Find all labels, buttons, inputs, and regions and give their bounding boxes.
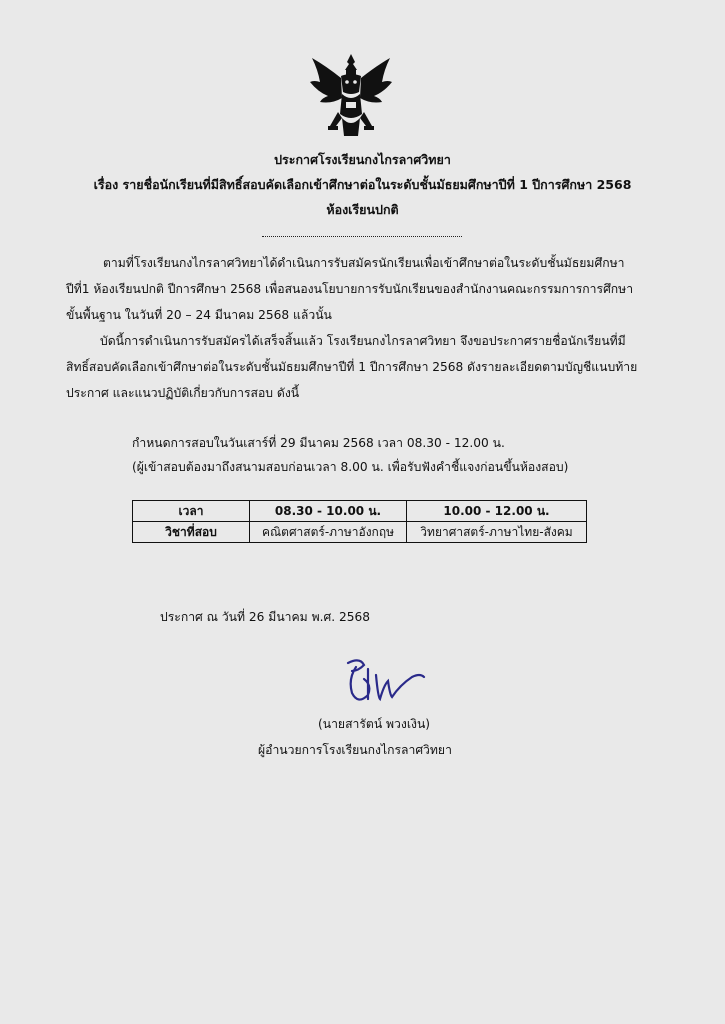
signature-image: [338, 655, 428, 715]
paragraph-1-line-1: ตามที่โรงเรียนกงไกรลาศวิทยาได้ดำเนินการรับสมัครนักเรียนเพื่อเข้าศึกษาต่อในระดับชั้นมัธยมศึกษา: [103, 256, 625, 270]
subject-header: วิชาที่สอบ: [133, 522, 250, 543]
time-header: เวลา: [133, 501, 250, 522]
paragraph-1-line-3: ขั้นพื้นฐาน ในวันที่ 20 – 24 มีนาคม 2568 แล้วนั้น: [66, 308, 332, 322]
announcement-subject: เรื่อง รายชื่อนักเรียนที่มีสิทธิ์สอบคัดเลือกเข้าศึกษาต่อในระดับชั้นมัธยมศึกษาปีที่ 1 ปีการศึกษา 2568: [93, 177, 632, 192]
signer-name: (นายสารัตน์ พวงเงิน): [318, 717, 431, 731]
dotted-divider: [262, 236, 462, 237]
announcement-date: ประกาศ ณ วันที่ 26 มีนาคม พ.ศ. 2568: [160, 610, 370, 624]
table-row: [133, 522, 587, 543]
paragraph-2-line-1: บัดนี้การดำเนินการรับสมัครได้เสร็จสิ้นแล้ว โรงเรียนกงไกรลาศวิทยา จึงขอประกาศรายชื่อนักเรียนที่มี: [100, 334, 626, 348]
exam-note: (ผู้เข้าสอบต้องมาถึงสนามสอบก่อนเวลา 8.00 น. เพื่อรับฟังคำชี้แจงก่อนขึ้นห้องสอบ): [132, 460, 569, 474]
signer-position: ผู้อำนวยการโรงเรียนกงไกรลาศวิทยา: [258, 743, 452, 757]
exam-date: กำหนดการสอบในวันเสาร์ที่ 29 มีนาคม 2568 เวลา 08.30 - 12.00 น.: [132, 436, 505, 450]
garuda-emblem-icon: [308, 52, 394, 140]
slot-1-subject: คณิตศาสตร์-ภาษาอังกฤษ: [250, 522, 407, 543]
program-name: ห้องเรียนปกติ: [326, 202, 399, 217]
school-title: ประกาศโรงเรียนกงไกรลาศวิทยา: [274, 152, 451, 167]
exam-schedule-table: [132, 500, 587, 543]
paragraph-1-line-2: ปีที่1 ห้องเรียนปกติ ปีการศึกษา 2568 เพื่อสนองนโยบายการรับนักเรียนของสำนักงานคณะกรรมการการศึกษา: [66, 282, 634, 296]
slot-2-time: 10.00 - 12.00 น.: [406, 501, 586, 522]
paragraph-2-line-2: สิทธิ์สอบคัดเลือกเข้าศึกษาต่อในระดับชั้นมัธยมศึกษาปีที่ 1 ปีการศึกษา 2568 ดังรายละเอียดตามบัญชีแนบท้าย: [66, 360, 638, 374]
paragraph-2-line-3: ประกาศ และแนวปฏิบัติเกี่ยวกับการสอบ ดังนี้: [66, 386, 300, 400]
slot-1-time: 08.30 - 10.00 น.: [250, 501, 407, 522]
table-row: [133, 501, 587, 522]
slot-2-subject: วิทยาศาสตร์-ภาษาไทย-สังคม: [406, 522, 586, 543]
